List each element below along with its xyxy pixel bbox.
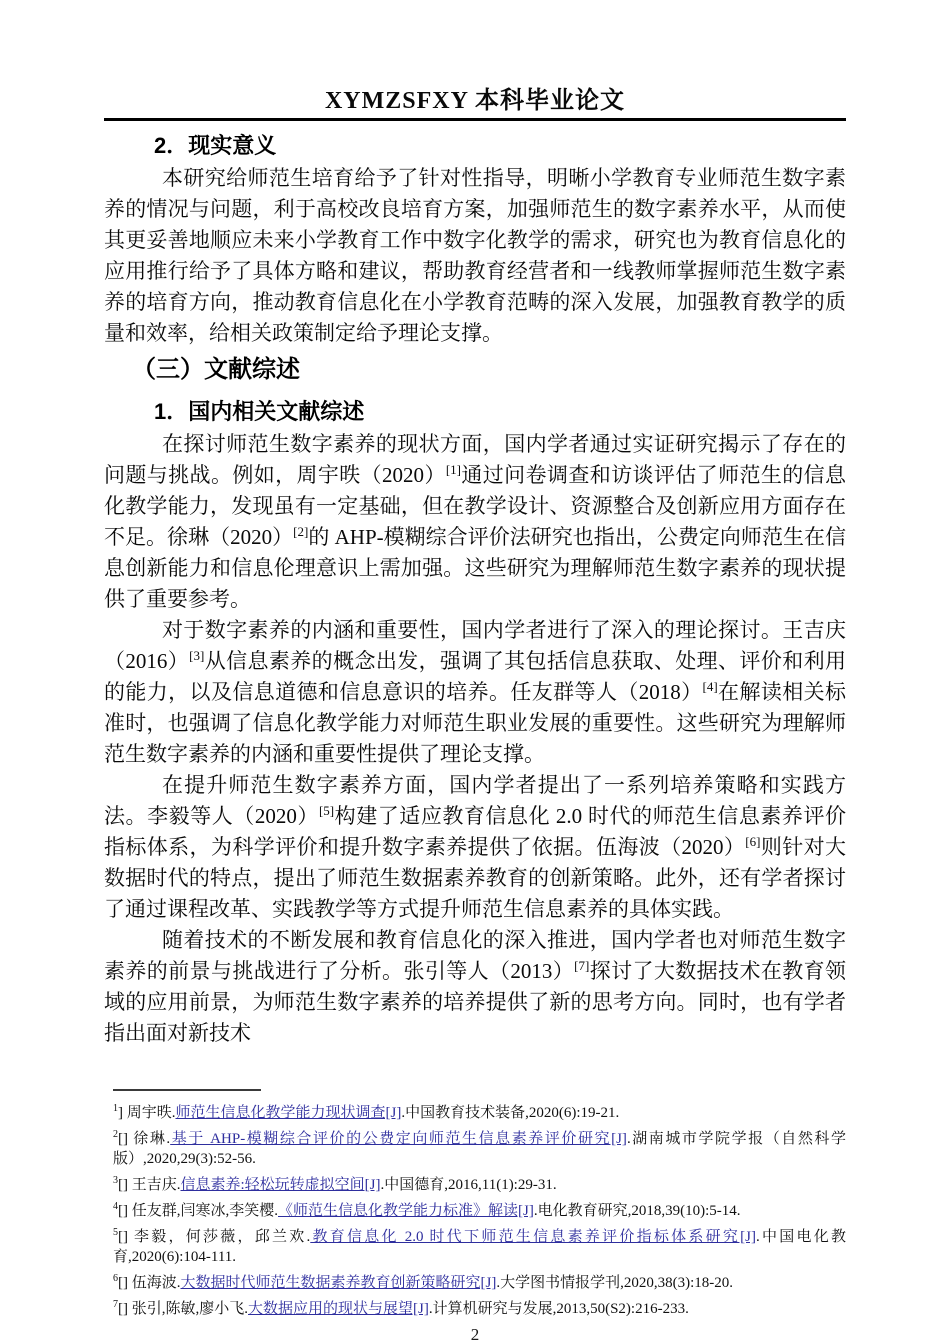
body-paragraph: 在探讨师范生数字素养的现状方面，国内学者通过实证研究揭示了存在的问题与挑战。例如，周宇昳（2020）[1]通过问卷调查和访谈评估了师范生的信息化教学能力，发现虽有一定基础，但在教学设计、资源整合及创新应用方面存在不足。徐琳（2020）[2]的 AHP-模糊综合评价法研究也指出，公费定向师范生在信息创新能力和信息伦理意识上需加强。这些研究为理解师范生数字素养的现状提供了重要参考。	[104, 432, 847, 611]
footnote-number: 2	[113, 1129, 118, 1140]
citation-ref: [6]	[745, 834, 761, 849]
page-footer	[104, 1089, 846, 1344]
citation-ref: [1]	[445, 462, 462, 477]
body-paragraph: 对于数字素养的内涵和重要性，国内学者进行了深入的理论探讨。王吉庆（2016）[3]从信息素养的概念出发，强调了其包括信息获取、处理、评价和利用的能力，以及信息道德和信息意识的培养。任友群等人（2018）[4]在解读相关标准时，也强调了信息化教学能力对师范生职业发展的重要性。这些研究为理解师范生数字素养的内涵和重要性提供了理论支撑。	[104, 618, 847, 766]
footnote-link[interactable]: 教育信息化 2.0 时代下师范生信息素养评价指标体系研究[J]	[310, 1229, 756, 1245]
citation-ref: [2]	[293, 524, 309, 539]
footnote-link[interactable]: 大数据时代师范生数据素养教育创新策略研究[J]	[180, 1275, 497, 1291]
heading-domestic-literature: 1．国内相关文献综述	[154, 399, 365, 424]
heading-practical-significance: 2．现实意义	[154, 133, 277, 158]
page-number: 2	[470, 1325, 480, 1344]
header-rule	[104, 118, 846, 121]
document-body	[104, 131, 846, 1049]
footnote-link[interactable]: 《师范生信息化教学能力标准》解读[J]	[278, 1203, 534, 1219]
citation-ref: [5]	[318, 803, 335, 818]
footnote-link[interactable]: 基于 AHP-模糊综合评价的公费定向师范生信息素养评价研究[J]	[170, 1131, 627, 1147]
body-paragraph: 随着技术的不断发展和教育信息化的深入推进，国内学者也对师范生数字素养的前景与挑战进行了分析。张引等人（2013）[7]探讨了大数据技术在教育领域的应用前景，为师范生数字素养的培养提供了新的思考方向。同时，也有学者指出面对新技术	[104, 928, 847, 1045]
footnote-number: 6	[113, 1273, 118, 1284]
footnote-item: $^2$[] 徐琳.基于 AHP-模糊综合评价的公费定向师范生信息素养评价研究[J].湖南城市学院学报（自然科学版）,2020,29(3):52-56.	[113, 1129, 846, 1167]
footnote-number: 5	[113, 1227, 118, 1238]
footnote-item: $^7$[] 张引,陈敏,廖小飞.大数据应用的现状与展望[J].计算机研究与发展,2013,50(S2):216-233.	[113, 1299, 689, 1317]
footnote-separator	[113, 1089, 261, 1091]
citation-ref: [3]	[189, 648, 205, 663]
footnote-item: $^6$[] 伍海波.大数据时代师范生数据素养教育创新策略研究[J].大学图书情报学刊,2020,38(3):18-20.	[113, 1273, 733, 1291]
footnote-number: 7	[113, 1299, 118, 1310]
footnote-link[interactable]: 师范生信息化教学能力现状调查[J]	[175, 1105, 402, 1121]
footnote-link[interactable]: 信息素养:轻松玩转虚拟空间[J]	[180, 1177, 381, 1193]
footnote-number: 3	[113, 1175, 118, 1186]
body-paragraph: 本研究给师范生培育给予了针对性指导，明晰小学教育专业师范生数字素养的情况与问题，利于高校改良培育方案，加强师范生的数字素养水平，从而使其更妥善地顺应未来小学教育工作中数字化教学的需求，研究也为教育信息化的应用推行给予了具体方略和建议，帮助教育经营者和一线教师掌握师范生数字素养的培育方向，推动教育信息化在小学教育范畴的深入发展，加强教育教学的质量和效率，给相关政策制定给予理论支撑。	[104, 166, 846, 345]
footnote-item: $^4$[] 任友群,闫寒冰,李笑樱.《师范生信息化教学能力标准》解读[J].电化教育研究,2018,39(10):5-14.	[113, 1201, 741, 1219]
citation-ref: [7]	[574, 958, 590, 973]
footnote-number: 4	[113, 1201, 118, 1212]
page-header	[104, 86, 846, 121]
footnote-list	[113, 1103, 846, 1319]
footnote-area	[104, 1089, 846, 1319]
body-paragraph: 在提升师范生数字素养方面，国内学者提出了一系列培养策略和实践方法。李毅等人（2020）[5]构建了适应教育信息化 2.0 时代的师范生信息素养评价指标体系，为科学评价和提升数字素养提供了依据。伍海波（2020）[6]则针对大数据时代的特点，提出了师范生数据素养教育的创新策略。此外，还有学者探讨了通过课程改革、实践教学等方式提升师范生信息素养的具体实践。	[104, 773, 847, 921]
citation-ref: [4]	[702, 679, 718, 694]
footnote-link[interactable]: 大数据应用的现状与展望[J]	[248, 1301, 429, 1317]
footnote-item: $^3$[] 王吉庆.信息素养:轻松玩转虚拟空间[J].中国德育,2016,11(1):29-31.	[113, 1175, 557, 1193]
footnote-number: 1	[113, 1103, 118, 1114]
heading-literature-review: （三）文献综述	[132, 356, 300, 383]
page-header-title: XYMZSFXY 本科毕业论文	[324, 88, 626, 114]
footnote-item: $^1$] 周宇昳.师范生信息化教学能力现状调查[J].中国教育技术装备,2020(6):19-21.	[113, 1103, 620, 1121]
footnote-item: $^5$[] 李毅，何莎薇，邱兰欢.教育信息化 2.0 时代下师范生信息素养评价指标体系研究[J].中国电化教育,2020(6):104-111.	[113, 1227, 846, 1265]
